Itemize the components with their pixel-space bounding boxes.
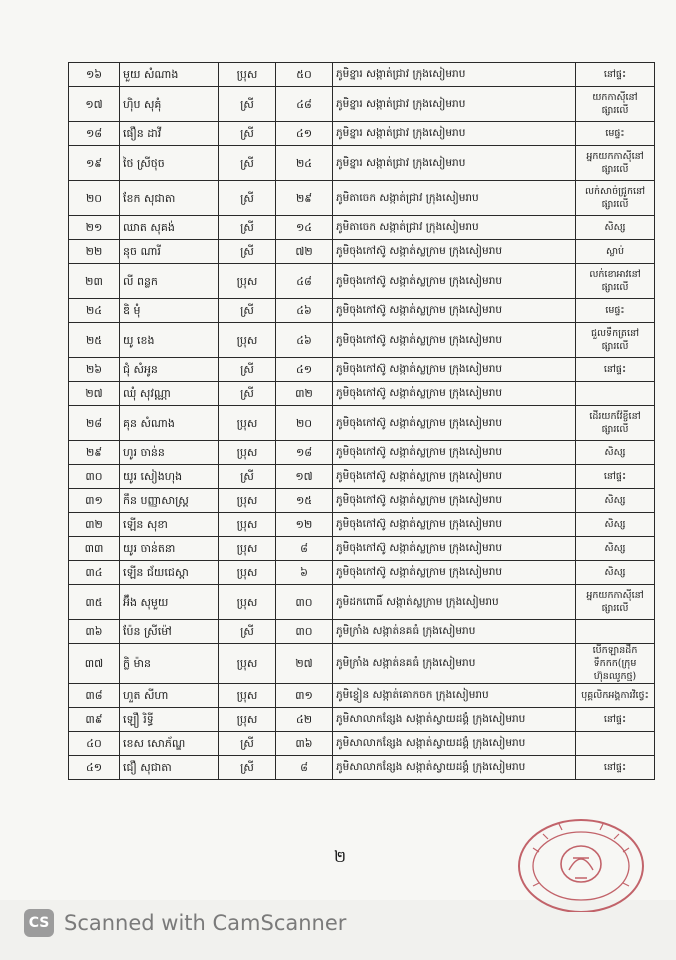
- age-cell: ៣០: [276, 585, 333, 620]
- scanned-with-text: Scanned with CamScanner: [64, 911, 347, 935]
- address-cell: ភូមិចុងកៅស៊ូ សង្កាត់ស្លក្រាម ក្រុងសៀមរាប: [333, 323, 576, 358]
- age-cell: ៧២: [276, 240, 333, 264]
- sex-cell: ប្រុស: [219, 489, 276, 513]
- age-cell: ៤១: [276, 358, 333, 382]
- age-cell: ៤៨: [276, 87, 333, 122]
- occupation-cell: លក់សាច់ជ្រូកនៅផ្សារលើ: [576, 181, 655, 216]
- address-cell: ភូមិសាលាកន្សែង សង្កាត់ស្វាយដង្គំ ក្រុងសៀមរាប: [333, 756, 576, 780]
- table-row: [69, 181, 655, 216]
- sex-cell: ស្រី: [219, 465, 276, 489]
- age-cell: ១៤: [276, 216, 333, 240]
- age-cell: ៤៦: [276, 323, 333, 358]
- age-cell: ២៧: [276, 644, 333, 684]
- occupation-cell: បុគ្គលិកអង្គការវិថ្វេះ: [576, 684, 655, 708]
- table-row: [69, 240, 655, 264]
- sex-cell: ស្រី: [219, 732, 276, 756]
- person-name-cell: មួយ សំណាង: [120, 63, 219, 87]
- row-number-cell: ៣៧: [69, 644, 120, 684]
- table-row: [69, 441, 655, 465]
- person-name-cell: កឹន បញ្ញាសាស្ត្រ: [120, 489, 219, 513]
- occupation-cell: នៅផ្ទះ: [576, 756, 655, 780]
- table-row: [69, 732, 655, 756]
- person-name-cell: ឡើន សុខា: [120, 513, 219, 537]
- table-row: [69, 87, 655, 122]
- address-cell: ភូមិចុងកៅស៊ូ សង្កាត់ស្លក្រាម ក្រុងសៀមរាប: [333, 358, 576, 382]
- occupation-cell: អ្នកយកកាស៊ីនៅផ្សារលើ: [576, 585, 655, 620]
- occupation-cell: [576, 732, 655, 756]
- sex-cell: ស្រី: [219, 122, 276, 146]
- age-cell: ១៨: [276, 441, 333, 465]
- occupation-cell: [576, 382, 655, 406]
- row-number-cell: ២៦: [69, 358, 120, 382]
- sex-cell: ស្រី: [219, 299, 276, 323]
- table-row: [69, 299, 655, 323]
- row-number-cell: ៣២: [69, 513, 120, 537]
- sex-cell: ស្រី: [219, 756, 276, 780]
- age-cell: ៣០: [276, 620, 333, 644]
- person-name-cell: អ៊ឹង សុមួយ: [120, 585, 219, 620]
- table-row: [69, 756, 655, 780]
- address-cell: ភូមិសាលាកន្សែង សង្កាត់ស្វាយដង្គំ ក្រុងសៀមរាប: [333, 732, 576, 756]
- occupation-cell: សិស្ស: [576, 513, 655, 537]
- occupation-cell: ជួលទឹកត្រនៅផ្សារលើ: [576, 323, 655, 358]
- table-row: [69, 620, 655, 644]
- sex-cell: ស្រី: [219, 620, 276, 644]
- table-row: [69, 323, 655, 358]
- person-name-cell: យូរ សៀងហុង: [120, 465, 219, 489]
- sex-cell: ប្រុស: [219, 513, 276, 537]
- person-name-cell: គុន សំណាង: [120, 406, 219, 441]
- row-number-cell: ១៩: [69, 146, 120, 181]
- person-name-cell: ឌិ មុំ: [120, 299, 219, 323]
- occupation-cell: យកកាស៊ីនៅផ្សារលើ: [576, 87, 655, 122]
- table-row: [69, 537, 655, 561]
- occupation-cell: លក់ខោអាវនៅផ្សារលើ: [576, 264, 655, 299]
- sex-cell: ប្រុស: [219, 406, 276, 441]
- occupation-cell: ដើរយកវ៉ែខ្ចីនៅផ្សារលើ: [576, 406, 655, 441]
- table-row: [69, 585, 655, 620]
- person-name-cell: ជឿ សុជាតា: [120, 756, 219, 780]
- person-name-cell: យូ ខេង: [120, 323, 219, 358]
- row-number-cell: ៣១: [69, 489, 120, 513]
- sex-cell: ស្រី: [219, 146, 276, 181]
- person-name-cell: ថៃ ស្រីថុច: [120, 146, 219, 181]
- row-number-cell: ៣៩: [69, 708, 120, 732]
- sex-cell: ប្រុស: [219, 585, 276, 620]
- row-number-cell: ៤០: [69, 732, 120, 756]
- table-row: [69, 465, 655, 489]
- occupation-cell: នៅផ្ទះ: [576, 358, 655, 382]
- occupation-cell: មេផ្ទះ: [576, 299, 655, 323]
- person-name-cell: ខេស សោភ័ណ្ឌ: [120, 732, 219, 756]
- age-cell: ៣១: [276, 684, 333, 708]
- sex-cell: ប្រុស: [219, 561, 276, 585]
- row-number-cell: ៣៦: [69, 620, 120, 644]
- sex-cell: ស្រី: [219, 181, 276, 216]
- table-row: [69, 708, 655, 732]
- address-cell: ភូមិចុងកៅស៊ូ សង្កាត់ស្លក្រាម ក្រុងសៀមរាប: [333, 465, 576, 489]
- address-cell: ភូមិក្រាំង សង្កាត់នគធំ ក្រុងសៀមរាប: [333, 644, 576, 684]
- sex-cell: ប្រុស: [219, 441, 276, 465]
- address-cell: ភូមិតាចេក សង្កាត់ជ្រាវ ក្រុងសៀមរាប: [333, 181, 576, 216]
- person-name-cell: ផឿន ដាវី: [120, 122, 219, 146]
- table-row: [69, 358, 655, 382]
- table-row: [69, 561, 655, 585]
- sex-cell: ស្រី: [219, 358, 276, 382]
- address-cell: ភូមិខ្នារ សង្កាត់ជ្រាវ ក្រុងសៀមរាប: [333, 87, 576, 122]
- sex-cell: ប្រុស: [219, 323, 276, 358]
- row-number-cell: ១៨: [69, 122, 120, 146]
- sex-cell: ប្រុស: [219, 537, 276, 561]
- address-cell: ភូមិចុងកៅស៊ូ សង្កាត់ស្លក្រាម ក្រុងសៀមរាប: [333, 513, 576, 537]
- address-cell: ភូមិសាលាកន្សែង សង្កាត់ស្វាយដង្គំ ក្រុងសៀមរាប: [333, 708, 576, 732]
- address-cell: ភូមិខ្នារ សង្កាត់ជ្រាវ ក្រុងសៀមរាប: [333, 146, 576, 181]
- table-row: [69, 489, 655, 513]
- address-cell: ភូមិចុងកៅស៊ូ សង្កាត់ស្លក្រាម ក្រុងសៀមរាប: [333, 299, 576, 323]
- age-cell: ៣៦: [276, 732, 333, 756]
- person-name-cell: ក្លិ ម៉ាន: [120, 644, 219, 684]
- occupation-cell: [576, 620, 655, 644]
- address-cell: ភូមិចុងកៅស៊ូ សង្កាត់ស្លក្រាម ក្រុងសៀមរាប: [333, 441, 576, 465]
- age-cell: ៤២: [276, 708, 333, 732]
- age-cell: ៥០: [276, 63, 333, 87]
- occupation-cell: សិស្ស: [576, 537, 655, 561]
- sex-cell: ប្រុស: [219, 63, 276, 87]
- sex-cell: ស្រី: [219, 216, 276, 240]
- address-cell: ភូមិដកពោធិ៍ សង្កាត់ស្លក្រាម ក្រុងសៀមរាប: [333, 585, 576, 620]
- table-row: [69, 406, 655, 441]
- person-name-cell: នុច ណារី: [120, 240, 219, 264]
- row-number-cell: ២៧: [69, 382, 120, 406]
- table-row: [69, 382, 655, 406]
- occupation-cell: មេផ្ទះ: [576, 122, 655, 146]
- roster-table: [68, 62, 655, 780]
- row-number-cell: ២៩: [69, 441, 120, 465]
- row-number-cell: ២៨: [69, 406, 120, 441]
- occupation-cell: ស្លាប់: [576, 240, 655, 264]
- person-name-cell: ឡើន ជ័យជេស្តា: [120, 561, 219, 585]
- sex-cell: ប្រុស: [219, 708, 276, 732]
- table-row: [69, 122, 655, 146]
- table-row: [69, 146, 655, 181]
- row-number-cell: ៤១: [69, 756, 120, 780]
- age-cell: ៣២: [276, 382, 333, 406]
- occupation-cell: នៅផ្ទះ: [576, 63, 655, 87]
- address-cell: ភូមិចុងកៅស៊ូ សង្កាត់ស្លក្រាម ក្រុងសៀមរាប: [333, 561, 576, 585]
- person-name-cell: យូរ ចាន់តនា: [120, 537, 219, 561]
- address-cell: ភូមិចុងកៅស៊ូ សង្កាត់ស្លក្រាម ក្រុងសៀមរាប: [333, 264, 576, 299]
- person-name-cell: ឈុំ សុវណ្ណា: [120, 382, 219, 406]
- table-row: [69, 216, 655, 240]
- age-cell: ៤៦: [276, 299, 333, 323]
- occupation-cell: នៅផ្ទះ: [576, 708, 655, 732]
- address-cell: ភូមិតាចេក សង្កាត់ជ្រាវ ក្រុងសៀមរាប: [333, 216, 576, 240]
- age-cell: ២០: [276, 406, 333, 441]
- table-row: [69, 264, 655, 299]
- row-number-cell: ២៣: [69, 264, 120, 299]
- camscanner-logo-icon: CS: [24, 909, 54, 937]
- occupation-cell: នៅផ្ទះ: [576, 465, 655, 489]
- person-name-cell: ប៉ែន ស្រីម៉ៅ: [120, 620, 219, 644]
- sex-cell: ប្រុស: [219, 644, 276, 684]
- row-number-cell: ១៦: [69, 63, 120, 87]
- age-cell: ១៥: [276, 489, 333, 513]
- row-number-cell: ២២: [69, 240, 120, 264]
- person-name-cell: ហូរ ចាន់ន: [120, 441, 219, 465]
- person-name-cell: ជុំ សំអូន: [120, 358, 219, 382]
- sex-cell: ប្រុស: [219, 684, 276, 708]
- occupation-cell: សិស្ស: [576, 216, 655, 240]
- person-name-cell: លី ពន្លក: [120, 264, 219, 299]
- occupation-cell: សិស្ស: [576, 561, 655, 585]
- row-number-cell: ២៤: [69, 299, 120, 323]
- address-cell: ភូមិចុងកៅស៊ូ សង្កាត់ស្លក្រាម ក្រុងសៀមរាប: [333, 406, 576, 441]
- age-cell: ២៩: [276, 181, 333, 216]
- address-cell: ភូមិខ្វៀន សង្កាត់គោកចក ក្រុងសៀមរាប: [333, 684, 576, 708]
- table-row: [69, 644, 655, 684]
- row-number-cell: ៣០: [69, 465, 120, 489]
- address-cell: ភូមិខ្នារ សង្កាត់ជ្រាវ ក្រុងសៀមរាប: [333, 63, 576, 87]
- row-number-cell: ២១: [69, 216, 120, 240]
- age-cell: ៨: [276, 537, 333, 561]
- sex-cell: ស្រី: [219, 382, 276, 406]
- row-number-cell: ៣៥: [69, 585, 120, 620]
- person-name-cell: ហួត សីហា: [120, 684, 219, 708]
- table-row: [69, 513, 655, 537]
- address-cell: ភូមិចុងកៅស៊ូ សង្កាត់ស្លក្រាម ក្រុងសៀមរាប: [333, 489, 576, 513]
- sex-cell: ប្រុស: [219, 264, 276, 299]
- camscanner-watermark: [24, 906, 444, 940]
- page-number: ២: [333, 847, 347, 866]
- person-name-cell: ខែក សុជាតា: [120, 181, 219, 216]
- age-cell: ៤៨: [276, 264, 333, 299]
- address-cell: ភូមិចុងកៅស៊ូ សង្កាត់ស្លក្រាម ក្រុងសៀមរាប: [333, 240, 576, 264]
- row-number-cell: ៣៣: [69, 537, 120, 561]
- row-number-cell: ៣៤: [69, 561, 120, 585]
- address-cell: ភូមិខ្នារ សង្កាត់ជ្រាវ ក្រុងសៀមរាប: [333, 122, 576, 146]
- occupation-cell: សិស្ស: [576, 489, 655, 513]
- person-name-cell: ហ៊ិប សុគុំ: [120, 87, 219, 122]
- table-row: [69, 63, 655, 87]
- row-number-cell: ១៧: [69, 87, 120, 122]
- age-cell: ៤១: [276, 122, 333, 146]
- age-cell: ១២: [276, 513, 333, 537]
- sex-cell: ស្រី: [219, 87, 276, 122]
- age-cell: ២៤: [276, 146, 333, 181]
- row-number-cell: ៣៨: [69, 684, 120, 708]
- official-seal-stamp: [503, 808, 649, 912]
- address-cell: ភូមិចុងកៅស៊ូ សង្កាត់ស្លក្រាម ក្រុងសៀមរាប: [333, 382, 576, 406]
- person-name-cell: ឡឿ រិទ្ធី: [120, 708, 219, 732]
- age-cell: ៦: [276, 561, 333, 585]
- age-cell: ១៧: [276, 465, 333, 489]
- table-row: [69, 684, 655, 708]
- address-cell: ភូមិចុងកៅស៊ូ សង្កាត់ស្លក្រាម ក្រុងសៀមរាប: [333, 537, 576, 561]
- row-number-cell: ២៥: [69, 323, 120, 358]
- person-name-cell: ឈាត សុគង់: [120, 216, 219, 240]
- row-number-cell: ២០: [69, 181, 120, 216]
- address-cell: ភូមិក្រាំង សង្កាត់នគធំ ក្រុងសៀមរាប: [333, 620, 576, 644]
- age-cell: ៨: [276, 756, 333, 780]
- sex-cell: ស្រី: [219, 240, 276, 264]
- occupation-cell: សិស្ស: [576, 441, 655, 465]
- occupation-cell: បើកឡានដឹកទឹកកក(ក្រុមហ៊ុនឈូកថ្ម): [576, 644, 655, 684]
- occupation-cell: អ្នកយកកាស៊ីនៅផ្សារលើ: [576, 146, 655, 181]
